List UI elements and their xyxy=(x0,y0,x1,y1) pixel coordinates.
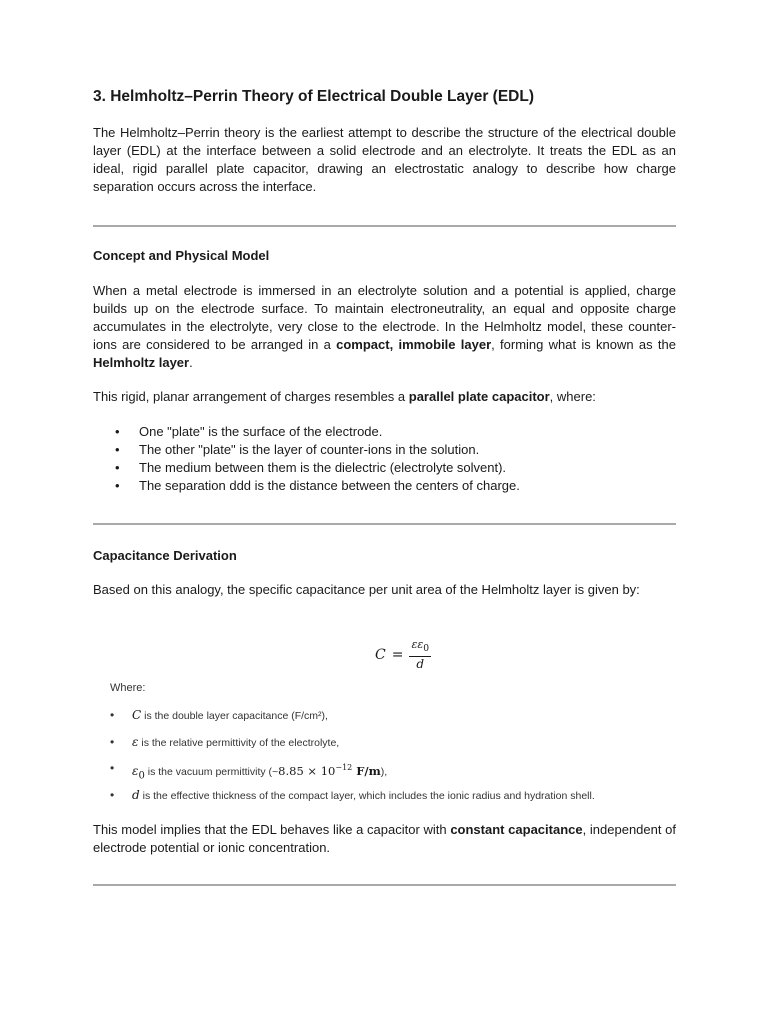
capacitance-formula xyxy=(375,638,431,671)
formula-denominator: d xyxy=(416,657,425,672)
capacitor-bold: parallel plate capacitor xyxy=(408,389,550,404)
value-mantissa: 8.85 × 10 xyxy=(278,763,336,778)
concept-bold-compact: compact, immobile layer xyxy=(336,337,492,352)
numerator-sub: 0 xyxy=(423,643,430,655)
formula-equals: = xyxy=(391,646,404,663)
concept-heading: Concept and Physical Model xyxy=(93,248,270,263)
concept-text: When a metal electrode is immersed in an electrolyte solution and a potential is applied, charge builds up on the electrode surface. To maintain electroneutrality, an equal and opposite charge accumulates in the electrolyte, very close to the electrode. In the Helmholtz model, these counter-ions are considered to be arranged in a xyxy=(93,283,676,352)
capacitance-heading: Capacitance Derivation xyxy=(93,548,237,563)
value-unit: F/m xyxy=(352,763,381,778)
conclusion-text: This model implies that the EDL behaves like a capacitor with xyxy=(93,822,451,837)
concept-text: . xyxy=(189,355,193,370)
concept-bold-helmholtz: Helmholtz layer xyxy=(93,355,190,370)
section-divider xyxy=(93,523,676,525)
capacitance-intro: Based on this analogy, the specific capacitance per unit area of the Helmholtz layer is given by: xyxy=(93,582,640,597)
formula-fraction xyxy=(409,638,431,671)
variable-tail: ), xyxy=(380,765,388,778)
conclusion-text: , independent of electrode potential or ionic concentration. xyxy=(93,822,677,855)
variable-text: is the effective thickness of the compact layer, which includes the ionic radius and hydration shell. xyxy=(139,789,595,802)
formula-lhs: C xyxy=(375,646,386,663)
section-divider xyxy=(93,225,676,227)
list-item: • The medium between them is the dielectric (electrolyte solvent). xyxy=(93,459,676,477)
list-item xyxy=(110,706,680,733)
capacitor-text: , where: xyxy=(549,389,596,404)
variable-symbol: C xyxy=(132,708,142,722)
capacitor-text: This rigid, planar arrangement of charges resembles a xyxy=(93,389,409,404)
conclusion-paragraph xyxy=(93,821,676,857)
symbol-sub: 0 xyxy=(138,770,145,782)
list-item: • One "plate" is the surface of the electrode. xyxy=(93,423,676,441)
concept-paragraph xyxy=(93,282,676,372)
conclusion-bold: constant capacitance xyxy=(450,822,583,837)
concept-text: , forming what is known as the xyxy=(491,337,676,352)
variable-symbol: d xyxy=(132,787,140,802)
list-item xyxy=(110,733,680,760)
list-item xyxy=(110,786,680,813)
plate-bullet-list xyxy=(93,423,676,495)
page-title: 3. Helmholtz–Perrin Theory of Electrical Double Layer (EDL) xyxy=(93,88,534,105)
formula-numerator xyxy=(409,638,431,657)
numerator-eps: εε xyxy=(411,638,424,651)
permittivity-value xyxy=(278,764,381,778)
symbol-eps: ε xyxy=(132,763,139,778)
intro-paragraph: The Helmholtz–Perrin theory is the earliest attempt to describe the structure of the electrical double layer (EDL) at the interface between a solid electrode and an electrolyte. It treats the EDL as an ideal, rigid parallel plate capacitor, drawing an electrostatic analogy to describe how charge separation occurs across the interface. xyxy=(93,125,676,194)
variable-text: is the relative permittivity of the electrolyte, xyxy=(138,736,340,749)
variable-symbol: ε xyxy=(132,734,139,749)
variable-text: is the double layer capacitance (F/cm²), xyxy=(141,710,328,722)
capacitor-paragraph xyxy=(93,388,676,406)
list-item xyxy=(110,759,680,786)
list-item: • The other "plate" is the layer of counter-ions in the solution. xyxy=(93,441,676,459)
section-divider xyxy=(93,884,676,886)
variable-text: is the vacuum permittivity (~ xyxy=(144,765,279,778)
variable-symbol xyxy=(132,763,145,782)
value-exponent: −12 xyxy=(335,763,353,772)
where-label: Where: xyxy=(110,682,146,694)
variable-definition-list xyxy=(110,706,680,812)
list-item: • The separation ddd is the distance between the centers of charge. xyxy=(93,477,676,495)
